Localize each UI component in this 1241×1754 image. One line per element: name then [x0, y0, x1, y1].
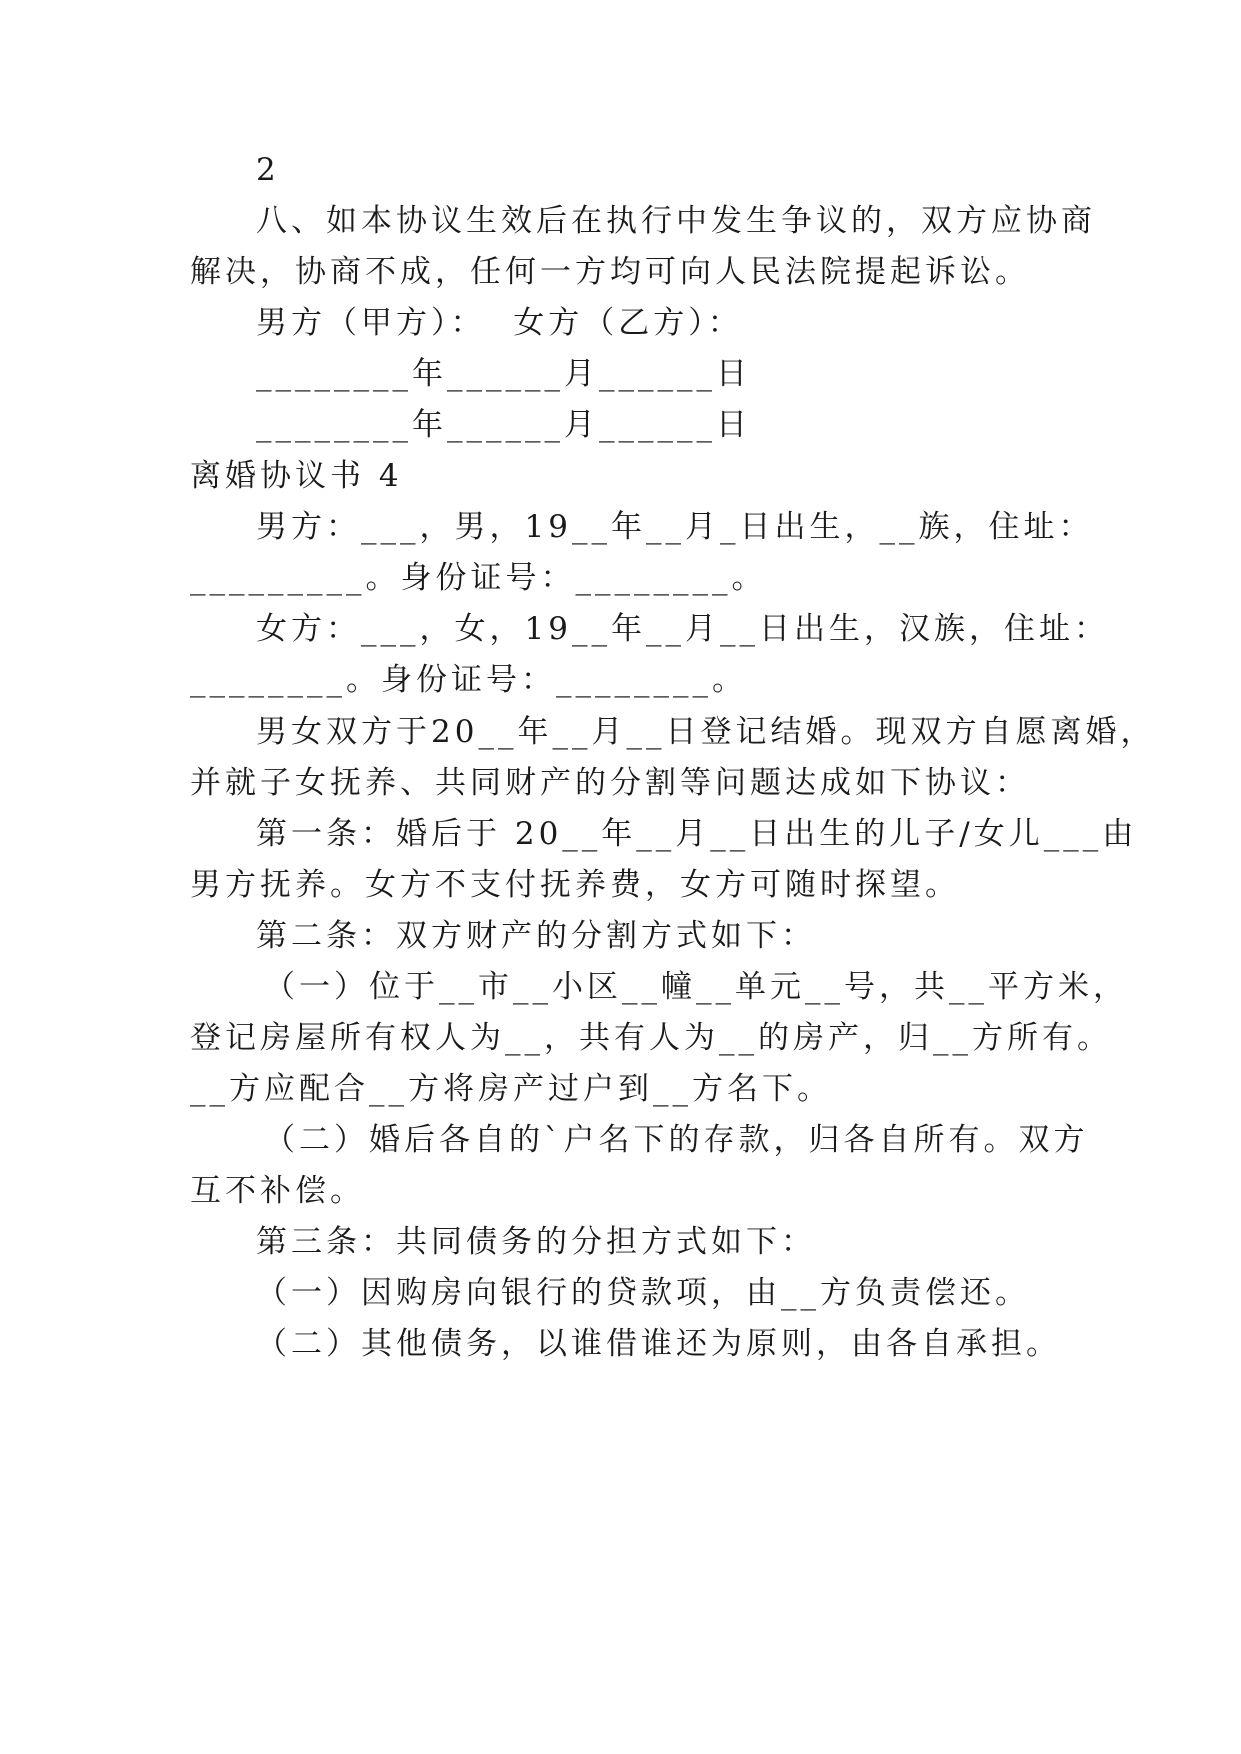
female-info-line-2: ________。身份证号：________。	[190, 662, 747, 698]
article-two-item-two-line-1: （二）婚后各自的`户名下的存款，归各自所有。双方	[264, 1122, 1089, 1158]
female-info-line-1: 女方：___，女，19__年__月__日出生，汉族，住址：	[256, 611, 1109, 647]
article-one-line-1: 第一条：婚后于 20__年__月__日出生的儿子/女儿___由	[256, 816, 1138, 852]
page-number: 2	[256, 152, 280, 188]
article-two-item-one-line-1: （一）位于__市__小区__幢__单元__号，共__平方米，	[264, 969, 1128, 1005]
article-three-item-two: （二）其他债务，以谁借谁还为原则，由各自承担。	[256, 1326, 1061, 1362]
article-two-item-two-line-2: 互不补偿。	[190, 1173, 365, 1209]
article-one-line-2: 男方抚养。女方不支付抚养费，女方可随时探望。	[190, 867, 960, 903]
article-two-heading: 第二条：双方财产的分割方式如下：	[256, 918, 816, 954]
article-three-heading: 第三条：共同债务的分担方式如下：	[256, 1224, 816, 1260]
male-info-line-2: _________。身份证号：________。	[190, 560, 767, 596]
article-three-item-one: （一）因购房向银行的贷款项，由__方负责偿还。	[256, 1275, 1030, 1311]
article-two-item-one-line-3: __方应配合__方将房产过户到__方名下。	[190, 1071, 832, 1107]
marriage-statement-line-1: 男女双方于20__年__月__日登记结婚。现双方自愿离婚，	[256, 714, 1156, 750]
clause-eight-line-1: 八、如本协议生效后在执行中发生争议的，双方应协商	[256, 203, 1096, 239]
date-line-2: ________年______月______日	[256, 407, 751, 443]
section-title: 离婚协议书 4	[190, 458, 403, 494]
article-two-item-one-line-2: 登记房屋所有权人为__，共有人为__的房产，归__方所有。	[190, 1020, 1112, 1056]
marriage-statement-line-2: 并就子女抚养、共同财产的分割等问题达成如下协议：	[190, 765, 1030, 801]
male-info-line-1: 男方：___，男，19__年__月_日出生，__族，住址：	[256, 509, 1094, 545]
date-line-1: ________年______月______日	[256, 356, 751, 392]
signature-parties: 男方（甲方）： 女方（乙方）：	[256, 305, 743, 341]
clause-eight-line-2: 解决，协商不成，任何一方均可向人民法院提起诉讼。	[190, 254, 1030, 290]
